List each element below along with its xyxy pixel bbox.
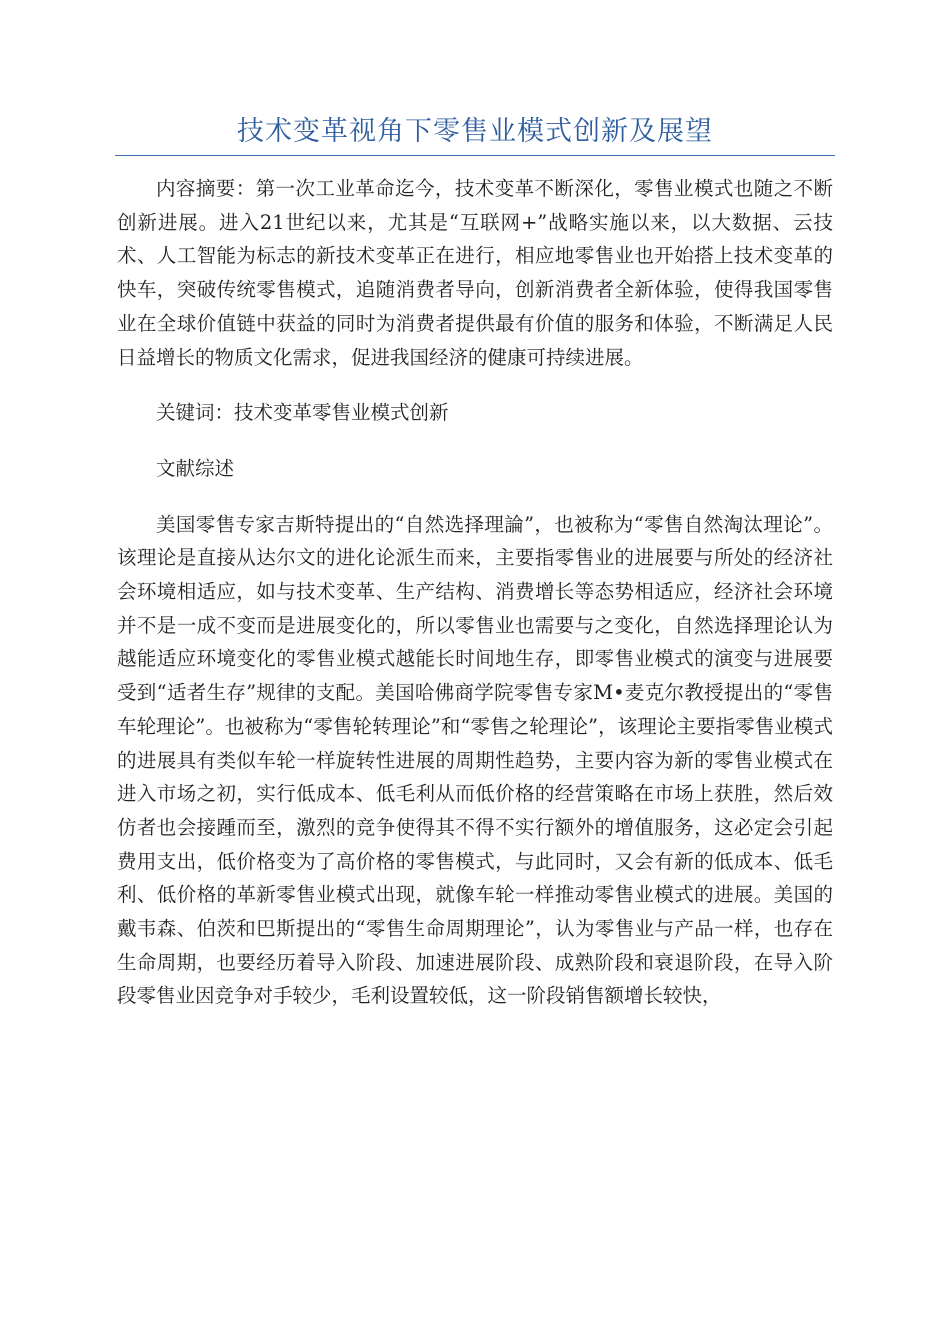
title-underline (115, 155, 835, 156)
section-heading: 文献综述 (156, 456, 235, 480)
abstract-paragraph: 内容摘要：第一次工业革命迄今，技术变革不断深化，零售业模式也随之不断创新进展。进入21世纪以来，尤其是“互联网+”战略实施以来，以大数据、云技术、人工智能为标志的新技术变革正在进行，相应地零售业也开始搭上技术变革的快车，突破传统零售模式，追随消费者导向，创新消费者全新体验，使得我国零售业在全球价值链中获益的同时为消费者提供最有价值的服务和体验，不断满足人民日益增长的物质文化需求，促进我国经济的健康可持续进展。 (117, 177, 833, 369)
document-title: 技术变革视角下零售业模式创新及展望 (237, 116, 713, 147)
document-body (117, 172, 833, 1013)
keywords-line: 关键词：技术变革零售业模式创新 (156, 401, 449, 425)
body-paragraph: 美国零售专家吉斯特提出的“自然选择理論”，也被称为“零售自然淘汰理论”。该理论是直接从达尔文的进化论派生而来，主要指零售业的进展要与所处的经济社会环境相适应，如与技术变革、生产结构、消费增长等态势相适应，经济社会环境并不是一成不变而是进展变化的，所以零售业也需要与之变化，自然选择理论认为越能适应环境变化的零售业模式越能长时间地生存，即零售业模式的演变与进展要受到“适者生存”规律的支配。美国哈佛商学院零售专家M•麦克尔教授提出的“零售车轮理论”。也被称为“零售轮转理论”和“零售之轮理论”，该理论主要指零售业模式的进展具有类似车轮一样旋转性进展的周期性趋势，主要内容为新的零售业模式在进入市场之初，实行低成本、低毛利从而低价格的经营策略在市场上获胜，然后效仿者也会接踵而至，激烈的竞争使得其不得不实行额外的增值服务，这必定会引起费用支出，低价格变为了高价格的零售模式，与此同时，又会有新的低成本、低毛利、低价格的革新零售业模式出现，就像车轮一样推动零售业模式的进展。美国的戴韦森、伯茨和巴斯提出的“零售生命周期理论”，认为零售业与产品一样，也存在生命周期，也要经历着导入阶段、加速进展阶段、成熟阶段和衰退阶段，在导入阶段零售业因竞争对手较少，毛利设置较低，这一阶段销售额增长较快， (117, 512, 833, 1008)
